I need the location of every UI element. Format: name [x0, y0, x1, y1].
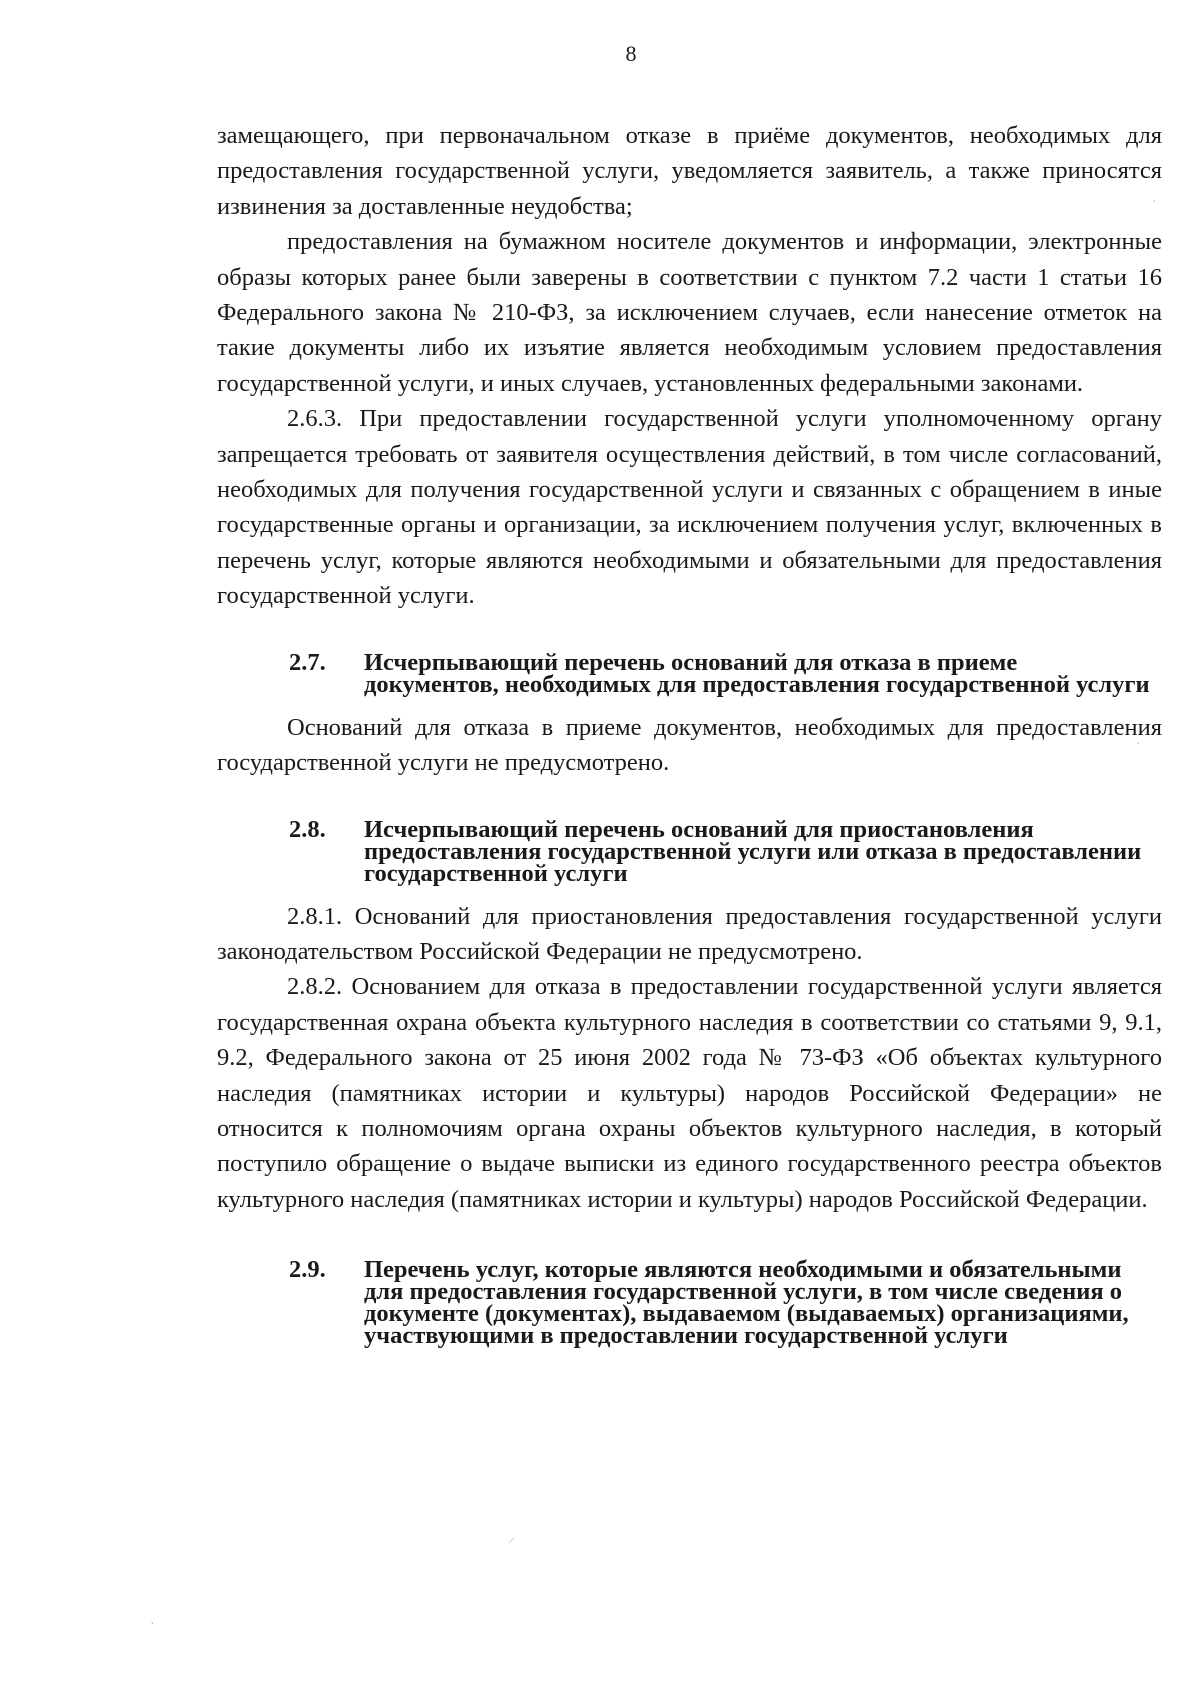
- section-number-2-9: 2.9.: [289, 1256, 326, 1284]
- page-number: 8: [625, 41, 637, 66]
- section-number-2-8: 2.8.: [289, 815, 326, 843]
- section-title-2-9: Перечень услуг, которые являются необходимыми и обязательными для предоставления государственной услуги, в том числе сведения о документе (документах), выдаваемом (выдаваемых) организациями, участвующими в предоставлении государственной услуги: [364, 1256, 1129, 1350]
- section-title-2-8: Исчерпывающий перечень оснований для приостановления предоставления государственной услуги или отказа в предоставлении государственной услуги: [364, 815, 1142, 887]
- section-heading-2-7: [217, 648, 1162, 698]
- section-title-2-7: Исчерпывающий перечень оснований для отказа в приеме документов, необходимых для предоставления государственной услуги: [364, 648, 1150, 698]
- section-heading-2-9: [217, 1256, 1162, 1350]
- paragraph-2-7: Оснований для отказа в приеме документов, необходимых для предоставления государственной услуги не предусмотрено.: [217, 713, 1162, 777]
- paragraph-intro-continuation: замещающего, при первоначальном отказе в приёме документов, необходимых для предоставления государственной услуги, уведомляется заявитель, а также приносятся извинения за доставленные неудобства;: [217, 122, 1162, 220]
- paragraph-paper-documents: предоставления на бумажном носителе документов и информации, электронные образы которых ранее были заверены в соответствии с пунктом 7.2 части 1 статьи 16 Федерального закона № 210-ФЗ, за исключением случаев, если нанесение отметок на такие документы либо их изъятие является необходимым условием предоставления государственной услуги, и иных случаев, установленных федеральными законами.: [217, 228, 1162, 397]
- scan-speck: ·: [1152, 195, 1157, 210]
- paragraph-2-8-2: 2.8.2. Основанием для отказа в предоставлении государственной услуги является государственная охрана объекта культурного наследия в соответствии со статьями 9, 9.1, 9.2, Федерального закона от 25 июня 2002 года № 73-ФЗ «Об объектах культурного наследия (памятниках истории и культуры) народов Российской Федерации» не относится к полномочиям органа охраны объектов культурного наследия, в который поступило обращение о выдаче выписки из единого государственного реестра объектов культурного наследия (памятниках истории и культуры) народов Российской Федерации.: [217, 973, 1162, 1213]
- scan-speck: ⸝: [508, 1531, 515, 1546]
- paragraph-2-8-1: 2.8.1. Оснований для приостановления предоставления государственной услуги законодательством Российской Федерации не предусмотрено.: [217, 902, 1162, 965]
- scan-speck: ·: [150, 1617, 155, 1632]
- section-number-2-7: 2.7.: [289, 648, 326, 676]
- section-heading-2-8: [217, 815, 1162, 887]
- paragraph-2-6-3: 2.6.3. При предоставлении государственной услуги уполномоченному органу запрещается требовать от заявителя осуществления действий, в том числе согласований, необходимых для получения государственной услуги и связанных с обращением в иные государственные органы и организации, за исключением получения услуг, включенных в перечень услуг, которые являются необходимыми и обязательными для предоставления государственной услуги.: [217, 405, 1162, 610]
- page-content: [217, 118, 1162, 1350]
- scan-speck: ·: [1136, 737, 1141, 752]
